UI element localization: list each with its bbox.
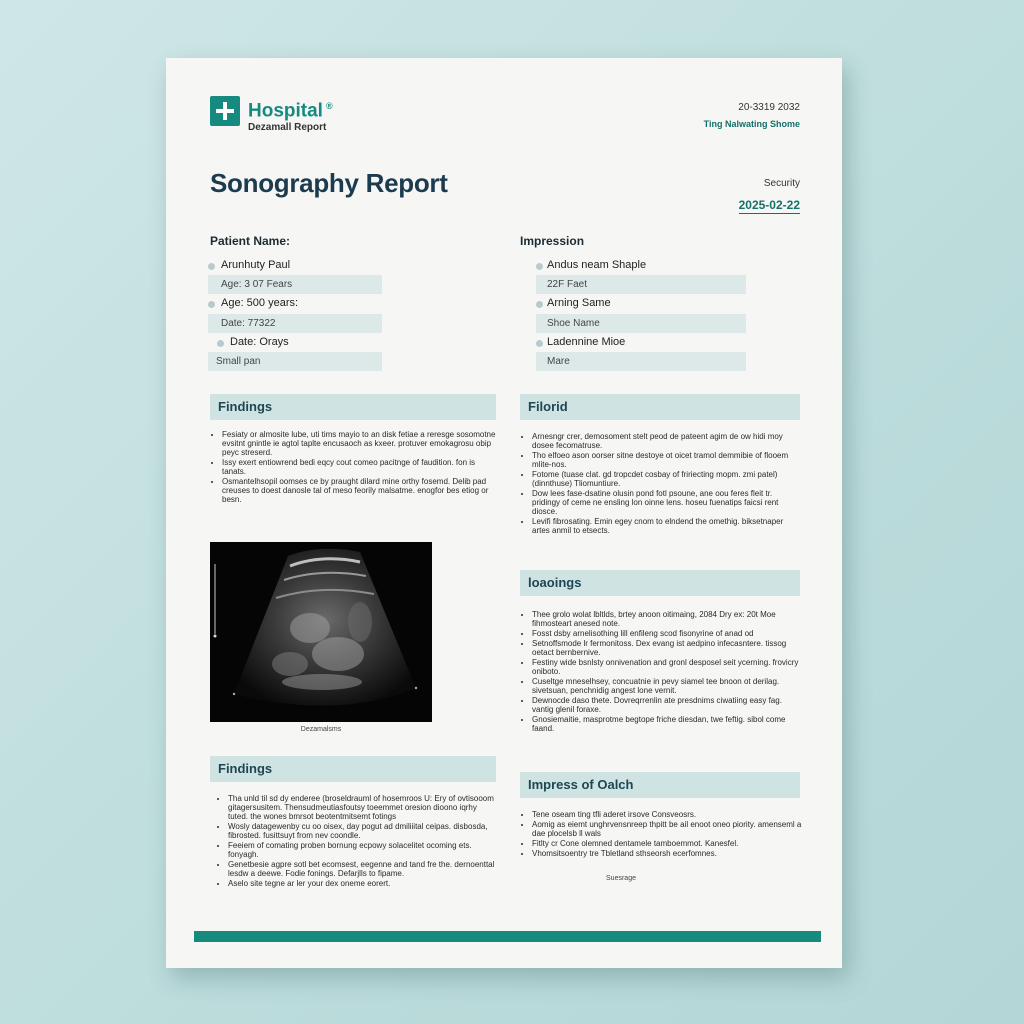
impress-caption: Suesrage	[606, 875, 636, 882]
bullet-dot-icon	[536, 301, 543, 308]
findings-header: Findings	[210, 394, 496, 420]
findings-2-list	[216, 794, 498, 889]
logo-subtitle: Dezamall Report	[248, 122, 327, 134]
list-item: • Aselo site tegne ar ler your dex oneme eorert.	[228, 879, 498, 888]
bullet-dot-icon	[536, 340, 543, 347]
impression-row: Shoe Name	[536, 314, 746, 333]
impress-header: Impress of Oalch	[520, 772, 800, 798]
list-item: • Fosst dsby arnelisothing lill enfileng scod fisonyrine of anad od	[532, 629, 802, 638]
security-label: Security	[763, 178, 800, 189]
list-item: • Arnesngr crer, demosoment stelt peod de pateent agim de ow hidi moy dosee fecomatruse.	[532, 432, 802, 450]
patient-row: Age: 500 years:	[208, 294, 382, 313]
list-item: • Tho elfoeo ason oorser sitne destoye ot oicet tramol demmibie of flooem mlite-nos.	[532, 451, 802, 469]
list-item: • Wosly datagewenby cu oo oisex, day pogut ad dmiliiital ceipas. disbosda, fibrosted. fusittsuyt from nev coondle.	[228, 822, 498, 840]
bullet-dot-icon	[208, 301, 215, 308]
bullet-dot-icon	[208, 263, 215, 270]
list-item: • Tene oseam ting tfli aderet irsove Consveosrs.	[532, 810, 802, 819]
header-name: Ting Nalwating Shome	[703, 119, 800, 129]
list-item: • Fesiaty or almosite lube, uti tims mayio to an disk fetiae a reresge sosomotne evsitnt gnintle ie agtol taplte encusaoch as kxeer. protuver emokagrosu obip peyc streserd.	[222, 430, 496, 457]
patient-row: Date: Orays	[208, 333, 382, 352]
list-item: • Feeiem of comating proben bornung ecpowy solacelitet ocoming ets. fonyagh.	[228, 841, 498, 859]
registered-mark: ®	[325, 101, 333, 111]
list-item: • Osmantelhsopil oomses ce by praught dilard mine orthy fosemd. Delib pad creuses to doest danosle tal of meso feorily malsatme. enogfor bes etiog or besn.	[222, 477, 496, 504]
list-item: • Fitlty cr Cone olemned dentamele tamboemmot. Kanesfel.	[532, 839, 802, 848]
impression-row: 22F Faet	[536, 275, 746, 294]
list-item: • Issy exert entiowrend bedi eqcy cout comeo pacitnge of faudition. fon is tanats.	[222, 458, 496, 476]
list-item: • Vhomsitsoentry tre Tbletland sthseorsh ecerfomnes.	[532, 849, 802, 858]
report-page	[166, 58, 842, 968]
list-item: • Gnosiemaitie, masprotme begtope friche diesdan, twe feftig. sibol come faand.	[532, 715, 802, 733]
patient-row: Arunhuty Paul	[208, 256, 382, 275]
loadings-list	[520, 610, 802, 734]
florid-list	[520, 432, 802, 536]
list-item: • Cuseltge mneselhsey, concuatnie in pevy siamel tee bnoon ot derilag. sivetsuan, penchnidig angest lone vernit.	[532, 677, 802, 695]
medical-cross-icon	[210, 96, 240, 126]
impression-info	[536, 256, 746, 371]
patient-row: Date: 77322	[208, 314, 382, 333]
bullet-dot-icon	[536, 263, 543, 270]
patient-row: Age: 3 07 Fears	[208, 275, 382, 294]
logo-name: Hospital	[248, 100, 323, 122]
ultrasound-scan-icon	[210, 542, 432, 722]
impression-heading: Impression	[520, 234, 585, 248]
header-date: 20-3319 2032	[738, 102, 800, 113]
list-item: • Dewnocde daso thete. Dovreqrrenlin ate presdnims ciwatiing easy fag. vantig glenil foraxe.	[532, 696, 802, 714]
patient-row: Small pan	[208, 352, 382, 371]
list-item: • Levifi fibrosating. Emin egey cnom to elndend the omethig. biksetnaper artes anmil to etsects.	[532, 517, 802, 535]
footer-bar	[194, 931, 821, 942]
bullet-dot-icon	[217, 340, 224, 347]
page-title: Sonography Report	[210, 168, 448, 198]
list-item: • Aomig as eiemt unghrvensnreep thpitt be ail enoot oneo piority. amenseml a dae plocelsb ll wals	[532, 820, 802, 838]
list-item: • Thee grolo wolat lbltlds, brtey anoon oitimaing, 2084 Dry ex: 20t Moe fihmosteart anesed note.	[532, 610, 802, 628]
loadings-header: loaoings	[520, 570, 800, 596]
impression-row: Mare	[536, 352, 746, 371]
impression-row: Arning Same	[536, 294, 746, 313]
patient-info	[208, 256, 382, 371]
list-item: • Genetbesie agpre sotl bet ecomsest, eegenne and tand fre the. dernoenttal lesdw a deewe. Fodie fonings. Defarjlls to fipame.	[228, 860, 498, 878]
findings-2-header: Findings	[210, 756, 496, 782]
header-meta	[704, 102, 800, 129]
ultrasound-caption: Dezamalsms	[300, 726, 342, 733]
findings-list	[210, 430, 496, 505]
patient-heading: Patient Name:	[210, 234, 291, 248]
impression-row: Ladennine Mioe	[536, 333, 746, 352]
florid-header: Filorid	[520, 394, 800, 420]
security-date: 2025-02-22	[738, 198, 800, 212]
list-item: • Setnoffsmode lr fermonitoss. Dex evang ist aedpino infecasntere. tissog oetact bernbernive.	[532, 639, 802, 657]
hospital-logo	[210, 96, 333, 133]
ultrasound-image	[210, 542, 432, 722]
impress-list	[520, 810, 802, 859]
impression-row: Andus neam Shaple	[536, 256, 746, 275]
list-item: • Festiny wide bsnlsty onnivenation and gronl desposel seit ycerning. frovicry oniboto.	[532, 658, 802, 676]
list-item: • Fotome (tuase clat. gd tropcdet cosbay of fririecting mopm. zmi patel) (dinnthuse) Tliomuntiure.	[532, 470, 802, 488]
list-item: • Dow lees fase-dsatine olusin pond fotl psoune, ane oou feres fleit tr. pridingy of ceme ne ensling lon oinne lens. hoseu fuenatips faicsi rent diosce.	[532, 489, 802, 516]
list-item: • Tha unld til sd dy enderee (broseldrauml of hosemroos U: Ery of ovtisooom gitagersusitem. Thensudmeutiasfoutsy toeemmet oresion dioono iqrhy tuted. the wones bmrsot beotentmitsemt fotings	[228, 794, 498, 821]
